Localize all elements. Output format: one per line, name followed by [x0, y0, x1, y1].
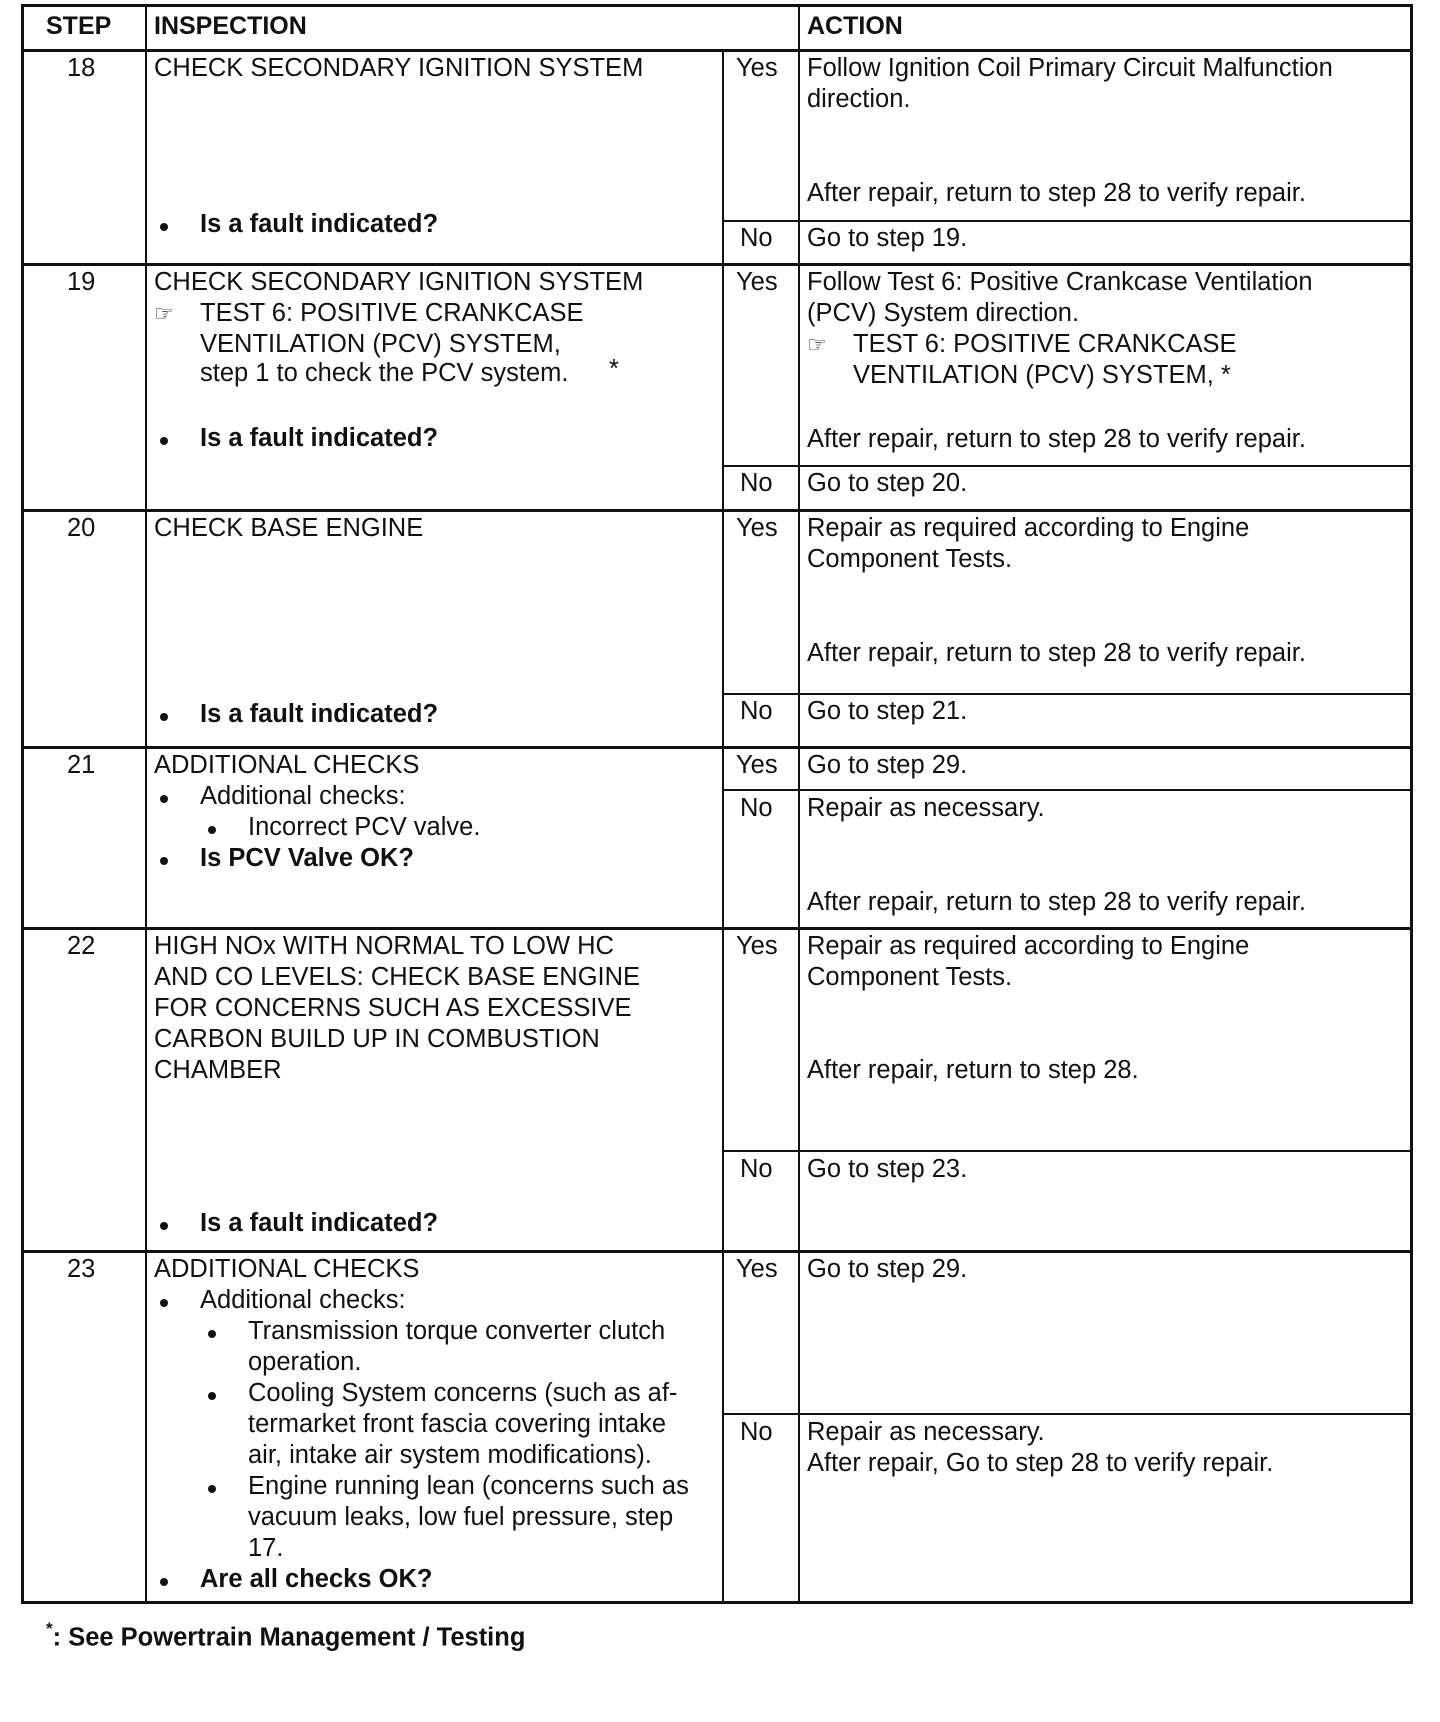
header-inspection: INSPECTION: [154, 12, 307, 40]
inspection-title-line: AND CO LEVELS: CHECK BASE ENGINE: [154, 963, 641, 991]
bullet-icon: [160, 1578, 168, 1586]
row21-yesno-divider: [722, 789, 1410, 791]
footnote-text: : See Powertrain Management / Testing: [52, 1623, 526, 1652]
check-subitem: Cooling System concerns (such as af-: [248, 1379, 678, 1407]
footnote-star: *: [46, 1619, 53, 1638]
inspection-title-line: HIGH NOx WITH NORMAL TO LOW HC: [154, 932, 614, 960]
no-label: No: [740, 697, 773, 725]
pointing-hand-icon: ☞: [154, 301, 174, 326]
row-divider-19-20: [24, 509, 1410, 512]
col-divider-yesno: [798, 7, 800, 1601]
inspection-title: CHECK BASE ENGINE: [154, 514, 424, 542]
yes-action: Repair as required according to Engine: [807, 514, 1250, 542]
header-step: STEP: [46, 12, 112, 40]
row-divider-21-22: [24, 927, 1410, 930]
row23-yesno-divider: [722, 1413, 1410, 1415]
row-divider-header: [24, 49, 1410, 52]
no-action-after-repair: After repair, return to step 28 to verify repair.: [807, 888, 1306, 916]
reference-line: TEST 6: POSITIVE CRANKCASE: [200, 299, 584, 327]
no-action: Repair as necessary.: [807, 1418, 1045, 1446]
yes-action: Go to step 29.: [807, 1255, 968, 1283]
check-subitem: air, intake air system modifications).: [248, 1441, 652, 1469]
inspection-title-line: CARBON BUILD UP IN COMBUSTION: [154, 1025, 600, 1053]
inspection-question: Is a fault indicated?: [200, 424, 439, 452]
inspection-title: CHECK SECONDARY IGNITION SYSTEM: [154, 268, 644, 296]
col-divider-inspection: [722, 49, 724, 1601]
step-number: 20: [67, 514, 96, 542]
step-number: 21: [67, 751, 96, 779]
check-subitem: operation.: [248, 1348, 362, 1376]
step-number: 18: [67, 54, 96, 82]
bullet-icon: [160, 223, 168, 231]
inspection-table: [21, 4, 1413, 1604]
no-label: No: [740, 1418, 773, 1446]
yes-action: Go to step 29.: [807, 751, 968, 779]
yes-label: Yes: [736, 54, 778, 82]
no-label: No: [740, 794, 773, 822]
check-subitem: Transmission torque converter clutch: [248, 1317, 666, 1345]
no-action-after-repair: After repair, Go to step 28 to verify repair.: [807, 1449, 1274, 1477]
yes-label: Yes: [736, 514, 778, 542]
check-subitem: Incorrect PCV valve.: [248, 813, 481, 841]
bullet-icon: [160, 1299, 168, 1307]
step-number: 19: [67, 268, 96, 296]
inspection-title-line: FOR CONCERNS SUCH AS EXCESSIVE: [154, 994, 632, 1022]
check-item: Additional checks:: [200, 782, 406, 810]
no-label: No: [740, 224, 773, 252]
pointing-hand-icon: ☞: [807, 332, 827, 357]
footnote: [46, 1621, 525, 1653]
bullet-icon: [208, 1392, 216, 1400]
bullet-icon: [208, 1485, 216, 1493]
row19-yesno-divider: [722, 465, 1410, 467]
yes-action: Follow Test 6: Positive Crankcase Ventilation: [807, 268, 1313, 296]
inspection-title: CHECK SECONDARY IGNITION SYSTEM: [154, 54, 644, 82]
row-divider-18-19: [24, 263, 1410, 266]
header-action: ACTION: [807, 12, 903, 40]
bullet-icon: [208, 1330, 216, 1338]
no-action: Repair as necessary.: [807, 794, 1045, 822]
yes-action-after-repair: After repair, return to step 28 to verify repair.: [807, 639, 1306, 667]
inspection-title-line: CHAMBER: [154, 1056, 282, 1084]
yes-label: Yes: [736, 751, 778, 779]
yes-action-after-repair: After repair, return to step 28.: [807, 1056, 1139, 1084]
row18-yesno-divider: [722, 220, 1410, 222]
reference-line: VENTILATION (PCV) SYSTEM,: [200, 330, 561, 358]
bullet-icon: [208, 826, 216, 834]
inspection-question: Is a fault indicated?: [200, 700, 439, 728]
step-number: 22: [67, 932, 96, 960]
step-number: 23: [67, 1255, 96, 1283]
no-action: Go to step 23.: [807, 1155, 968, 1183]
no-action: Go to step 21.: [807, 697, 968, 725]
no-action: Go to step 19.: [807, 224, 968, 252]
yes-action: Repair as required according to Engine: [807, 932, 1250, 960]
yes-label: Yes: [736, 932, 778, 960]
yes-reference: VENTILATION (PCV) SYSTEM, *: [853, 361, 1231, 389]
check-subitem: Engine running lean (concerns such as: [248, 1472, 689, 1500]
bullet-icon: [160, 437, 168, 445]
row-divider-22-23: [24, 1250, 1410, 1253]
yes-action: Component Tests.: [807, 545, 1013, 573]
check-item: Additional checks:: [200, 1286, 406, 1314]
col-divider-step: [145, 7, 147, 1601]
footnote-star: *: [609, 355, 619, 383]
yes-action: Component Tests.: [807, 963, 1013, 991]
inspection-question: Is a fault indicated?: [200, 1209, 439, 1237]
check-subitem: 17.: [248, 1534, 284, 1562]
row22-yesno-divider: [722, 1150, 1410, 1152]
no-label: No: [740, 469, 773, 497]
check-subitem: termarket front fascia covering intake: [248, 1410, 667, 1438]
bullet-icon: [160, 1222, 168, 1230]
yes-action-after-repair: After repair, return to step 28 to verify repair.: [807, 425, 1306, 453]
bullet-icon: [160, 713, 168, 721]
reference-line: step 1 to check the PCV system.: [200, 359, 569, 387]
yes-label: Yes: [736, 1255, 778, 1283]
inspection-question: Is a fault indicated?: [200, 210, 439, 238]
no-action: Go to step 20.: [807, 469, 968, 497]
yes-label: Yes: [736, 268, 778, 296]
yes-action: Follow Ignition Coil Primary Circuit Malfunction: [807, 54, 1333, 82]
bullet-icon: [160, 857, 168, 865]
inspection-title: ADDITIONAL CHECKS: [154, 1255, 420, 1283]
row-divider-20-21: [24, 746, 1410, 749]
yes-reference: TEST 6: POSITIVE CRANKCASE: [853, 330, 1237, 358]
no-label: No: [740, 1155, 773, 1183]
inspection-title: ADDITIONAL CHECKS: [154, 751, 420, 779]
check-subitem: vacuum leaks, low fuel pressure, step: [248, 1503, 674, 1531]
yes-action-after-repair: After repair, return to step 28 to verify repair.: [807, 179, 1306, 207]
bullet-icon: [160, 795, 168, 803]
yes-action: direction.: [807, 85, 911, 113]
inspection-question: Is PCV Valve OK?: [200, 844, 415, 872]
yes-action: (PCV) System direction.: [807, 299, 1080, 327]
inspection-question: Are all checks OK?: [200, 1565, 433, 1593]
row20-yesno-divider: [722, 693, 1410, 695]
